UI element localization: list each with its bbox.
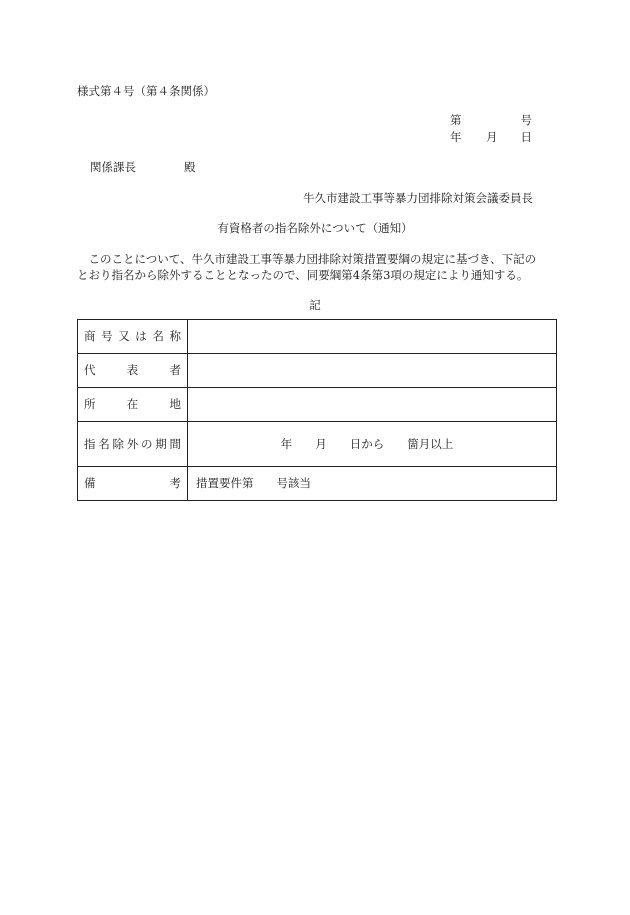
label-representative: 代表者 <box>78 354 188 388</box>
label-address: 所在地 <box>78 388 188 422</box>
body-text <box>77 251 557 283</box>
table-row <box>78 422 557 467</box>
addressee-honorific: 殿 <box>184 160 196 174</box>
table-row <box>78 354 557 388</box>
sender: 牛久市建設工事等暴力団排除対策会議委員長 <box>303 191 533 205</box>
value-exclusion-period: 年 月 日から 箇月以上 <box>188 422 557 467</box>
date-month: 月 <box>486 130 498 144</box>
document-number-prefix: 第 <box>450 113 462 127</box>
value-representative <box>188 354 557 388</box>
document-title: 有資格者の指名除外について（通知） <box>217 221 413 235</box>
ki-marker: 記 <box>309 298 321 312</box>
date-day: 日 <box>520 130 532 144</box>
addressee <box>90 160 196 175</box>
details-table <box>77 319 557 501</box>
body-line-1: このことについて、牛久市建設工事等暴力団排除対策措置要綱の規定に基づき、下記の <box>77 252 537 266</box>
value-company-name <box>188 320 557 354</box>
document-number-suffix: 号 <box>520 113 532 127</box>
table-row <box>78 467 557 501</box>
body-line-2: とおり指名から除外することとなったので、同要綱第4条第3項の規定により通知する。 <box>77 268 529 282</box>
form-number: 様式第４号（第４条関係） <box>77 84 215 98</box>
label-company-name: 商号又は名称 <box>78 320 188 354</box>
label-exclusion-period: 指名除外の期間 <box>78 422 188 467</box>
table-row <box>78 388 557 422</box>
value-address <box>188 388 557 422</box>
table-row <box>78 320 557 354</box>
date-year: 年 <box>450 130 462 144</box>
addressee-name: 関係課長 <box>90 160 136 174</box>
label-remarks: 備考 <box>78 467 188 501</box>
value-remarks: 措置要件第 号該当 <box>188 467 557 501</box>
